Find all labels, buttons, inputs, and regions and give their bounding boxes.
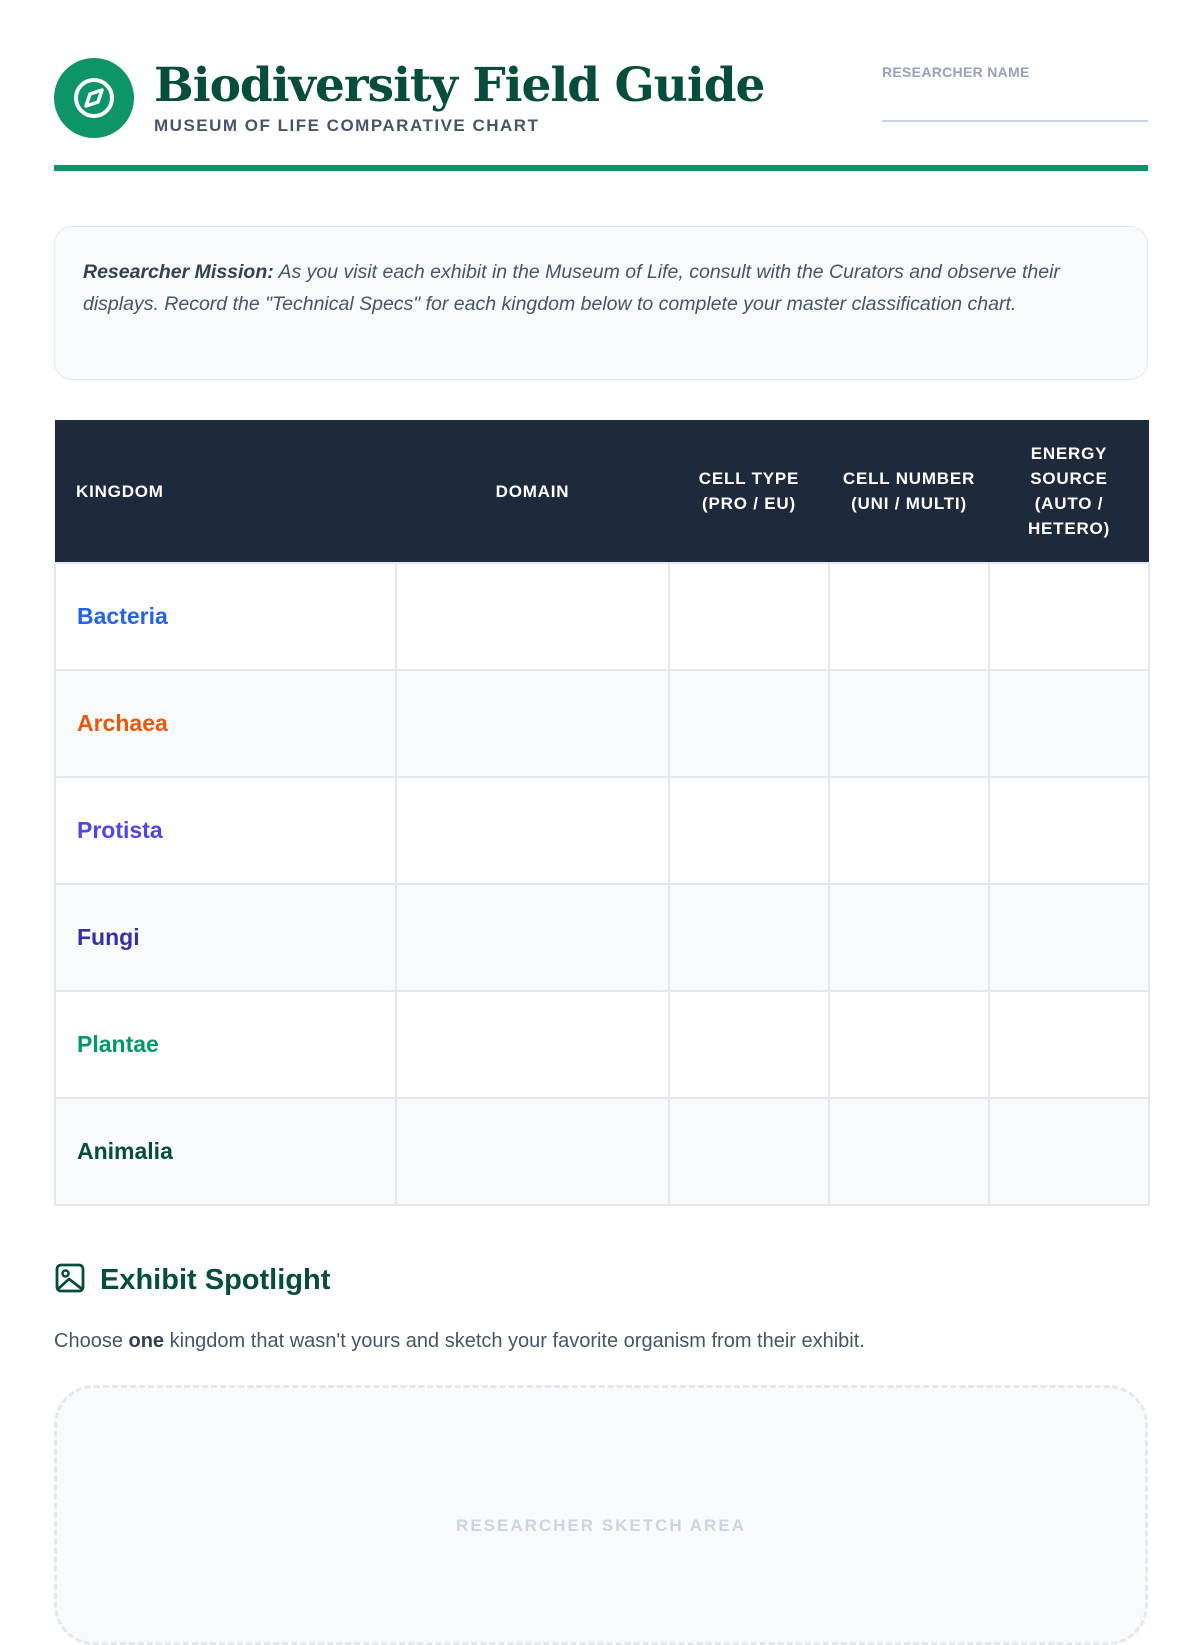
image-icon: [54, 1262, 86, 1299]
cell-number-input-cell[interactable]: [829, 1098, 989, 1205]
cell-type-input-cell[interactable]: [669, 884, 829, 991]
col-header-kingdom: KINGDOM: [55, 420, 396, 563]
table-body: [55, 563, 1149, 1205]
cell-type-input-cell[interactable]: [669, 670, 829, 777]
page-subtitle: MUSEUM OF LIFE COMPARATIVE CHART: [154, 116, 540, 135]
col-header-cell-type: CELL TYPE (PRO / EU): [669, 420, 829, 563]
table-row: [55, 777, 1149, 884]
domain-input-cell[interactable]: [396, 777, 669, 884]
col-header-energy-source: ENERGY SOURCE (AUTO / HETERO): [989, 420, 1149, 563]
header-divider: [54, 165, 1148, 171]
cell-type-input-cell[interactable]: [669, 1098, 829, 1205]
page-header: [54, 56, 1148, 171]
domain-input-cell[interactable]: [396, 884, 669, 991]
energy-source-input-cell[interactable]: [989, 1098, 1149, 1205]
mission-text: As you visit each exhibit in the Museum of Life, consult with the Curators and observe their displays. Record the "Technical Specs" for each kingdom below to complete your master classification chart.: [83, 261, 1060, 315]
mission-box: [54, 226, 1148, 380]
instructions-part-2: kingdom that wasn't yours and sketch your favorite organism from their exhibit.: [164, 1330, 865, 1352]
mission-lead: Researcher Mission:: [83, 261, 274, 283]
kingdom-name-cell: Plantae: [55, 991, 396, 1098]
table-row: [55, 670, 1149, 777]
table-row: [55, 991, 1149, 1098]
energy-source-input-cell[interactable]: [989, 884, 1149, 991]
domain-input-cell[interactable]: [396, 563, 669, 670]
energy-source-input-cell[interactable]: [989, 670, 1149, 777]
cell-number-input-cell[interactable]: [829, 670, 989, 777]
page-title: Biodiversity Field Guide: [154, 58, 765, 113]
energy-source-input-cell[interactable]: [989, 777, 1149, 884]
kingdom-name-cell: Protista: [55, 777, 396, 884]
sketch-area[interactable]: [54, 1385, 1148, 1645]
table-row: [55, 563, 1149, 670]
table-row: [55, 884, 1149, 991]
researcher-name-line[interactable]: [882, 120, 1148, 122]
spotlight-heading: [54, 1260, 330, 1300]
energy-source-input-cell[interactable]: [989, 991, 1149, 1098]
energy-source-input-cell[interactable]: [989, 563, 1149, 670]
cell-type-input-cell[interactable]: [669, 777, 829, 884]
kingdom-name-cell: Bacteria: [55, 563, 396, 670]
col-header-cell-number: CELL NUMBER (UNI / MULTI): [829, 420, 989, 563]
classification-table: [54, 420, 1150, 1206]
compass-icon: [54, 58, 134, 138]
kingdom-name-cell: Archaea: [55, 670, 396, 777]
spotlight-instructions: [54, 1330, 865, 1353]
spotlight-title: Exhibit Spotlight: [100, 1263, 331, 1296]
col-header-domain: DOMAIN: [396, 420, 669, 563]
instructions-emphasis: one: [128, 1330, 165, 1352]
sketch-area-label: RESEARCHER SKETCH AREA: [456, 1516, 746, 1535]
kingdom-name-cell: Animalia: [55, 1098, 396, 1205]
cell-number-input-cell[interactable]: [829, 884, 989, 991]
cell-type-input-cell[interactable]: [669, 563, 829, 670]
table-header-row: [55, 420, 1149, 563]
cell-type-input-cell[interactable]: [669, 991, 829, 1098]
domain-input-cell[interactable]: [396, 1098, 669, 1205]
domain-input-cell[interactable]: [396, 670, 669, 777]
cell-number-input-cell[interactable]: [829, 777, 989, 884]
domain-input-cell[interactable]: [396, 991, 669, 1098]
kingdom-name-cell: Fungi: [55, 884, 396, 991]
cell-number-input-cell[interactable]: [829, 991, 989, 1098]
table-row: [55, 1098, 1149, 1205]
instructions-part-1: Choose: [54, 1330, 129, 1352]
cell-number-input-cell[interactable]: [829, 563, 989, 670]
researcher-name-label: RESEARCHER NAME: [882, 64, 1030, 80]
researcher-name-field[interactable]: [882, 64, 1148, 122]
